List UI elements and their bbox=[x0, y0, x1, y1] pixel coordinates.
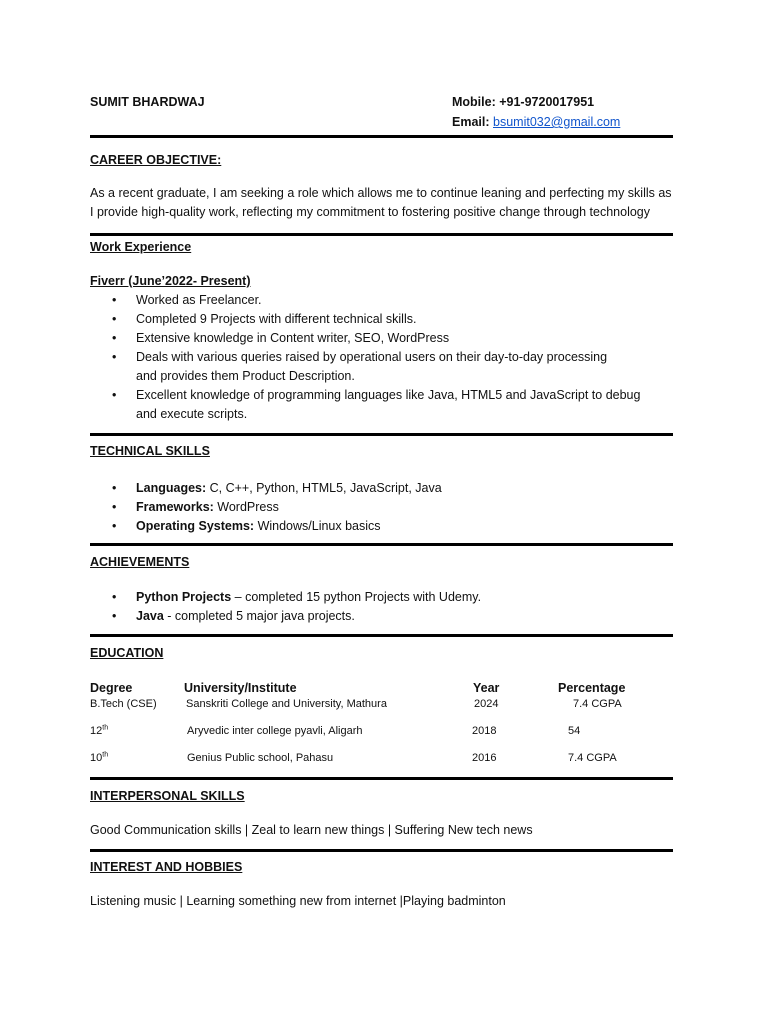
education-col-institute: University/Institute bbox=[184, 681, 297, 695]
interpersonal-divider bbox=[90, 849, 673, 852]
education-year: 2024 bbox=[474, 698, 499, 710]
degree-suffix: th bbox=[102, 724, 109, 732]
skill-label: Languages: bbox=[136, 481, 207, 495]
education-col-degree: Degree bbox=[90, 681, 133, 695]
list-item bbox=[112, 517, 672, 536]
career-divider bbox=[90, 233, 673, 236]
degree-suffix: th bbox=[102, 751, 109, 759]
education-institute: Genius Public school, Pahasu bbox=[187, 752, 334, 764]
career-objective-heading: CAREER OBJECTIVE: bbox=[90, 153, 222, 167]
education-col-year: Year bbox=[473, 681, 500, 695]
education-percentage: 7.4 CGPA bbox=[568, 752, 617, 764]
achievement-label: Java bbox=[136, 609, 164, 623]
work-list bbox=[112, 291, 672, 424]
skill-value: Windows/Linux basics bbox=[254, 519, 381, 533]
degree-text: 10 bbox=[90, 752, 103, 764]
list-item bbox=[112, 498, 672, 517]
skills-divider bbox=[90, 543, 673, 546]
education-degree bbox=[90, 725, 108, 737]
email-link[interactable]: bsumit032@gmail.com bbox=[493, 115, 621, 129]
education-percentage: 7.4 CGPA bbox=[573, 698, 622, 710]
work-experience-heading: Work Experience bbox=[90, 240, 192, 254]
list-item bbox=[112, 588, 672, 607]
achievements-heading: ACHIEVEMENTS bbox=[90, 555, 190, 569]
achievement-value: - completed 5 major java projects. bbox=[163, 609, 355, 623]
technical-skills-heading: TECHNICAL SKILLS bbox=[90, 444, 210, 458]
education-degree bbox=[90, 752, 108, 764]
hobbies-heading: INTEREST AND HOBBIES bbox=[90, 860, 243, 874]
skill-value: C, C++, Python, HTML5, JavaScript, Java bbox=[206, 481, 442, 495]
email-line bbox=[452, 115, 620, 129]
list-item bbox=[112, 607, 672, 626]
achievement-value: – completed 15 python Projects with Udemy. bbox=[231, 590, 482, 604]
skill-value: WordPress bbox=[213, 500, 279, 514]
header-divider bbox=[90, 135, 673, 138]
achievements-divider bbox=[90, 634, 673, 637]
achievements-list bbox=[112, 588, 672, 626]
candidate-name: SUMIT BHARDWAJ bbox=[90, 95, 205, 109]
hobbies-text: Listening music | Learning something new from internet |Playing badminton bbox=[90, 894, 506, 908]
skills-list bbox=[112, 479, 672, 536]
education-institute: Aryvedic inter college pyavli, Aligarh bbox=[187, 725, 363, 737]
education-degree bbox=[90, 698, 157, 710]
degree-text: B.Tech (CSE) bbox=[90, 698, 157, 710]
list-item: • Extensive knowledge in Content writer, SEO, WordPress bbox=[112, 329, 672, 348]
list-item bbox=[112, 479, 672, 498]
list-item: • Deals with various queries raised by operational users on their day-to-day processing and provides them Product Description. bbox=[112, 348, 672, 386]
education-col-percentage: Percentage bbox=[558, 681, 626, 695]
work-divider bbox=[90, 433, 673, 436]
interpersonal-heading: INTERPERSONAL SKILLS bbox=[90, 789, 245, 803]
achievement-label: Python Projects bbox=[136, 590, 232, 604]
degree-text: 12 bbox=[90, 725, 103, 737]
list-item: • Excellent knowledge of programming languages like Java, HTML5 and JavaScript to debug and execute scripts. bbox=[112, 386, 672, 424]
education-divider bbox=[90, 777, 673, 780]
interpersonal-text: Good Communication skills | Zeal to learn new things | Suffering New tech news bbox=[90, 823, 533, 837]
career-objective-line-1: As a recent graduate, I am seeking a role which allows me to continue leaning and perfecting my skills as bbox=[90, 186, 672, 200]
education-year: 2018 bbox=[472, 725, 497, 737]
work-company: Fiverr (June’2022- Present) bbox=[90, 274, 251, 288]
skill-label: Frameworks: bbox=[136, 500, 214, 514]
education-heading: EDUCATION bbox=[90, 646, 164, 660]
education-year: 2016 bbox=[472, 752, 497, 764]
list-item: • Worked as Freelancer. bbox=[112, 291, 672, 310]
email-label: Email: bbox=[452, 115, 490, 129]
list-item: • Completed 9 Projects with different technical skills. bbox=[112, 310, 672, 329]
career-objective-line-2: I provide high-quality work, reflecting my commitment to fostering positive change through technology bbox=[90, 205, 651, 219]
mobile-number: Mobile: +91-9720017951 bbox=[452, 95, 595, 109]
education-institute: Sanskriti College and University, Mathura bbox=[186, 698, 387, 710]
education-percentage: 54 bbox=[568, 725, 581, 737]
skill-label: Operating Systems: bbox=[136, 519, 255, 533]
